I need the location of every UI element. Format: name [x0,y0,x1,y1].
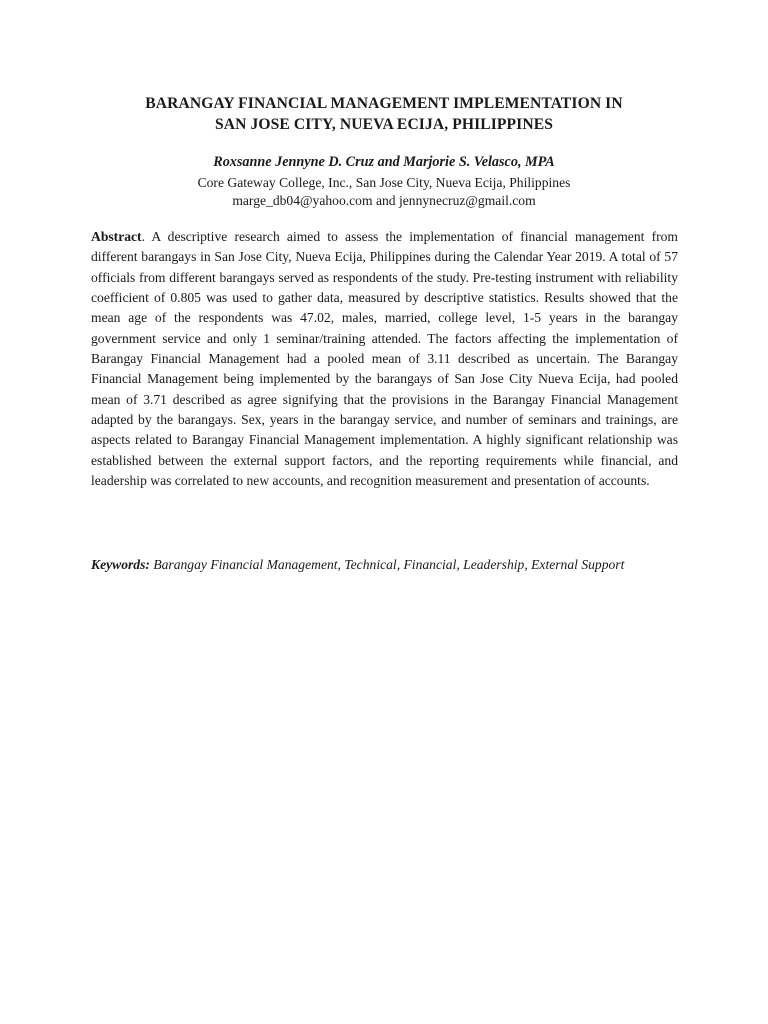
paper-title-line-1: BARANGAY FINANCIAL MANAGEMENT IMPLEMENTATION IN [145,95,623,112]
paper-title [60,93,708,135]
abstract-body: . A descriptive research aimed to assess the implementation of financial management from different barangays in San Jose City, Nueva Ecija, Philippines during the Calendar Year 2019. A total of 57 officials from different barangays served as respondents of the study. Pre-testing instrument with reliability coefficient of 0.805 was used to gather data, measured by descriptive statistics. Results showed that the mean age of the respondents was 47.02, males, married, college level, 1-5 years in the barangay government service and only 1 seminar/training attended. The factors affecting the implementation of Barangay Financial Management had a pooled mean of 3.11 described as uncertain. The Barangay Financial Management being implemented by the barangays of San Jose City Nueva Ecija, had pooled mean of 3.71 described as agree signifying that the provisions in the Barangay Financial Management adapted by the barangays. Sex, years in the barangay service, and number of seminars and trainings, are aspects related to Barangay Financial Management implementation. A highly significant relationship was established between the external support factors, and the reporting requirements while financial, and leadership was correlated to new accounts, and recognition measurement and presentation of accounts. [91,229,678,489]
author-affiliation: Core Gateway College, Inc., San Jose City, Nueva Ecija, Philippines [197,175,571,190]
abstract-paragraph [91,227,678,491]
keywords-list: Barangay Financial Management, Technical, Financial, Leadership, External Support [153,557,625,572]
abstract-heading: Abstract [91,229,142,244]
keywords-heading: Keywords: [91,557,150,572]
author-emails: marge_db04@yahoo.com and jennynecruz@gmail.com [232,193,536,208]
author-names: Roxsanne Jennyne D. Cruz and Marjorie S. Velasco, MPA [213,154,555,170]
keywords-paragraph [91,555,678,575]
paper-title-line-2: SAN JOSE CITY, NUEVA ECIJA, PHILIPPINES [215,116,553,133]
